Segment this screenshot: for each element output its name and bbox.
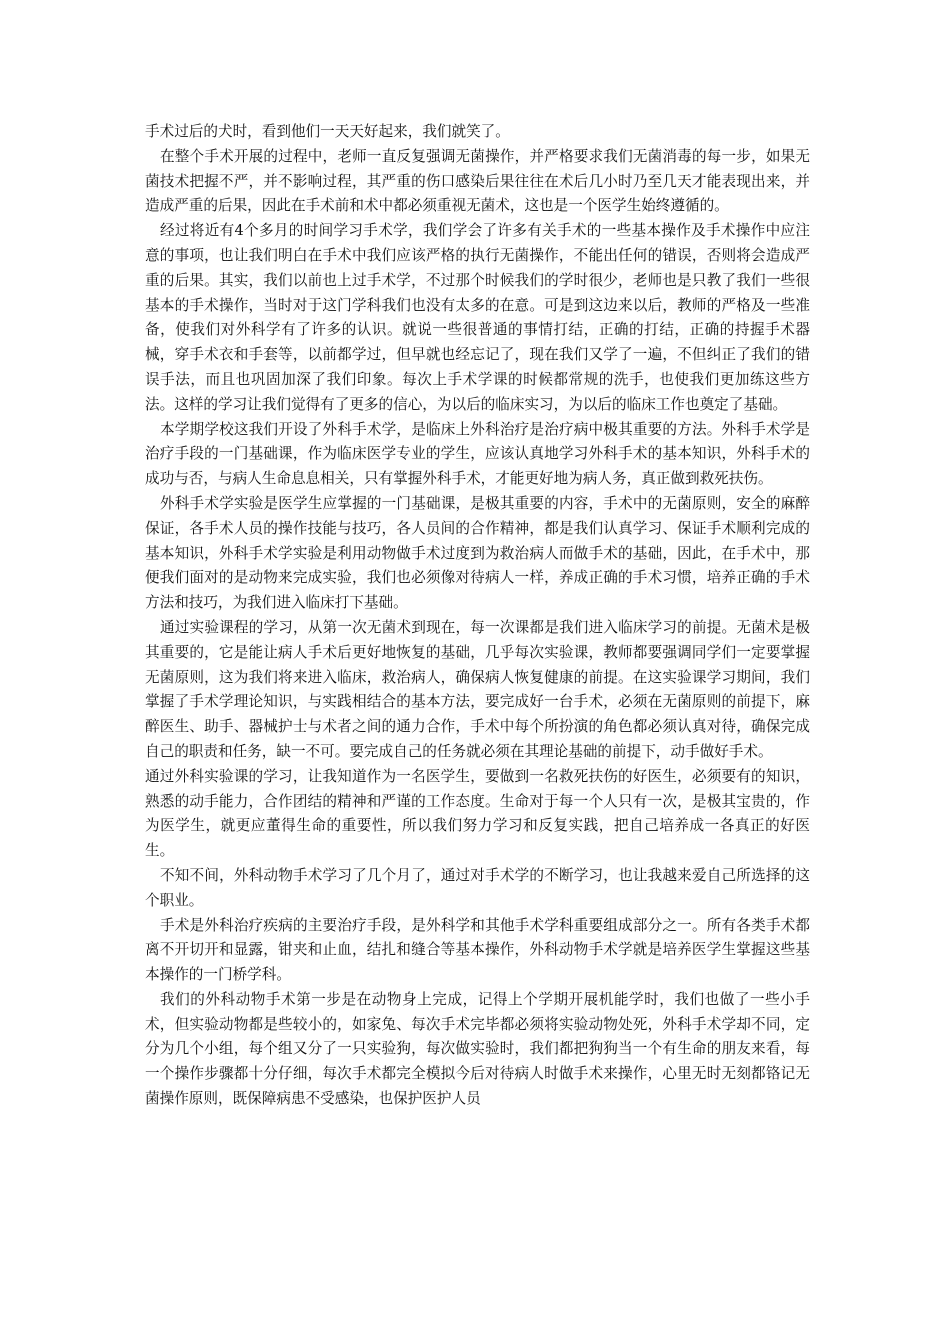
paragraph-8: 不知不间，外科动物手术学习了几个月了，通过对手术学的不断学习，也让我越来爱自己所选择的这个职业。	[145, 866, 810, 909]
paragraph-7: 通过外科实验课的学习，让我知道作为一名医学生，要做到一名救死扶伤的好医生，必须要有的知识，熟悉的动手能力，合作团结的精神和严谨的工作态度。生命对于每一个人只有一次，是极其宝贵的，作为医学生，就更应董得生命的重要性，所以我们努力学习和反复实践，把自己培养成一各真正的好医生。	[145, 767, 810, 860]
paragraph-4: 本学期学校这我们开设了外科手术学，是临床上外科治疗是治疗病中极其重要的方法。外科手术学是治疗手段的一门基础课，作为临床医学专业的学生，应该认真地学习外科手术的基本知识，外科手术的成功与否，与病人生命息息相关，只有掌握外科手术，才能更好地为病人务，真正做到救死扶伤。	[145, 420, 810, 488]
paragraph-5: 外科手术学实验是医学生应掌握的一门基础课，是极其重要的内容，手术中的无菌原则，安全的麻醉保证，各手术人员的操作技能与技巧，各人员间的合作精神，都是我们认真学习、保证手术顺利完成的基本知识，外科手术学实验是利用动物做手术过度到为救治病人而做手术的基础，因此，在手术中，那便我们面对的是动物来完成实验，我们也必须像对待病人一样，养成正确的手术习惯，培养正确的手术方法和技巧，为我们进入临床打下基础。	[145, 494, 810, 612]
paragraph-9: 手术是外科治疗疾病的主要治疗手段，是外科学和其他手术学科重要组成部分之一。所有各类手术都离不开切开和显露，钳夹和止血，结扎和缝合等基本操作，外科动物手术学就是培养医学生掌握这些基本操作的一门桥学科。	[145, 916, 810, 984]
paragraph-3: 经过将近有4个多月的时间学习手术学，我们学会了许多有关手术的一些基本操作及手术操作中应注意的事项，也让我们明白在手术中我们应该严格的执行无菌操作，不能出任何的错误，否则将会造成严重的后果。其实，我们以前也上过手术学，不过那个时候我们的学时很少，老师也是只教了我们一些很基本的手术操作，当时对于这门学科我们也没有太多的在意。可是到这边来以后，教师的严格及一些准备，使我们对外科学有了许多的认识。就说一些很普通的事情打结，正确的打结，正确的持握手术器械，穿手术衣和手套等，以前都学过，但早就也经忘记了，现在我们又学了一遍，不但纠正了我们的错误手法，而且也巩固加深了我们印象。每次上手术学课的时候都常规的洗手，也使我们更加练这些方法。这样的学习让我们觉得有了更多的信心，为以后的临床实习，为以后的临床工作也奠定了基础。	[145, 222, 810, 413]
paragraph-10: 我们的外科动物手术第一步是在动物身上完成，记得上个学期开展机能学时，我们也做了一些小手术，但实验动物都是些较小的，如家兔、每次手术完毕都必须将实验动物处死，外科手术学却不同，定分为几个小组，每个组又分了一只实验狗，每次做实验时，我们都把狗狗当一个有生命的朋友来看，每一个操作步骤都十分仔细，每次手术都完全模拟今后对待病人时做手术来操作，心里无时无刻都铬记无菌操作原则，既保障病患不受感染，也保护医护人员	[145, 990, 810, 1108]
paragraph-1: 手术过后的犬时，看到他们一天天好起来，我们就笑了。	[145, 123, 510, 140]
paragraph-2: 在整个手术开展的过程中，老师一直反复强调无菌操作，并严格要求我们无菌消毒的每一步，如果无菌技术把握不严，并不影响过程，其严重的伤口感染后果往往在术后几小时乃至几天才能表现出来，并造成严重的后果，因此在手术前和术中都必须重视无菌术，这也是一个医学生始终遵循的。	[145, 147, 810, 215]
document-body	[145, 120, 810, 1112]
paragraph-6: 通过实验课程的学习，从第一次无菌术到现在，每一次课都是我们进入临床学习的前提。无菌术是极其重要的，它是能让病人手术后更好地恢复的基础，几乎每次实验课，教师都要强调同学们一定要掌握无菌原则，这为我们将来进入临床，救治病人，确保病人恢复健康的前提。在这实验课学习期间，我们掌握了手术学理论知识，与实践相结合的基本方法，要完成好一台手术，必须在无菌原则的前提下，麻醉医生、助手、器械护士与术者之间的通力合作，手术中每个所扮演的角色都必须认真对待，确保完成自己的职责和任务，缺一不可。要完成自己的任务就必须在其理论基础的前提下，动手做好手术。	[145, 618, 810, 760]
